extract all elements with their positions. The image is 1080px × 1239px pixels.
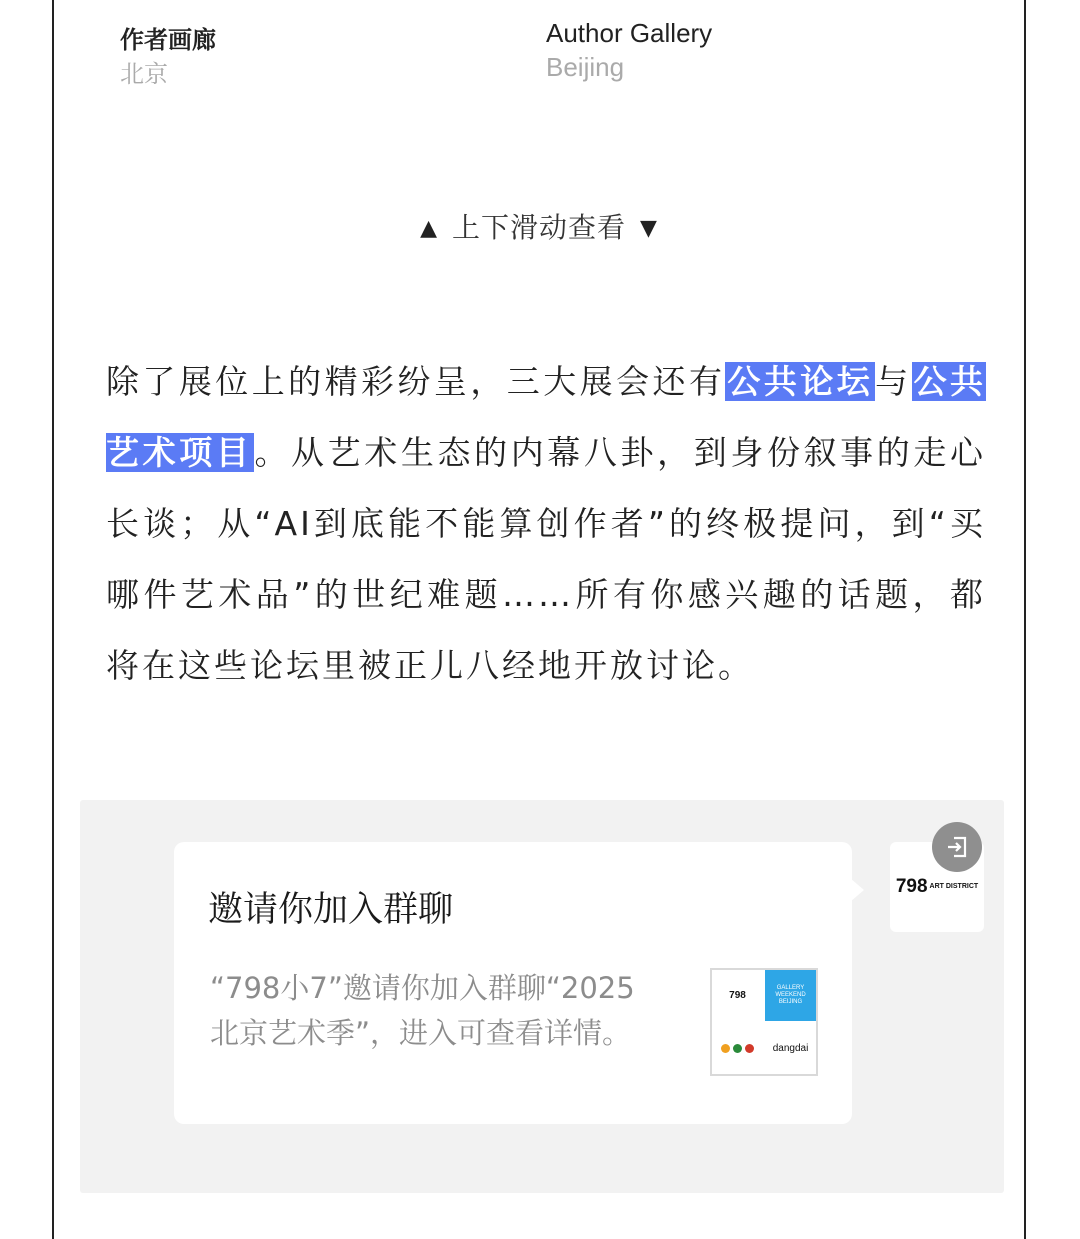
article-text: 除了展位上的精彩纷呈，三大展会还有 [106, 362, 726, 401]
group-avatar-grid [710, 968, 818, 1076]
thumb-tile-dangdai-logo: dangdai [765, 1023, 816, 1074]
gallery-row [120, 14, 980, 98]
scroll-hint-label: 上下滑动查看 [451, 211, 626, 244]
gallery-cn-name: 作者画廊 [120, 26, 216, 54]
798-logo [896, 876, 978, 898]
article-text: 。从艺术生态的内幕八卦，到身份叙事的走心长谈；从“AI到底能不能算创作者”的终极提问，到“买哪件艺术品”的世纪难题……所有你感兴趣的话题，都将在这些论坛里被正儿八经地开放讨论。 [106, 433, 987, 685]
gallery-list[interactable] [120, 14, 980, 106]
thumb-tile-gallery-weekend-logo: GALLERY WEEKEND BEIJING [765, 970, 816, 1021]
group-invite-card[interactable] [174, 842, 852, 1124]
article-page [52, 0, 1026, 1239]
gallery-en-name: Author Gallery [546, 18, 713, 48]
public-art-project-link[interactable]: 公共艺术项目 [106, 362, 987, 472]
list-fade [120, 92, 980, 106]
invite-title: 邀请你加入群聊 [208, 890, 454, 930]
exit-icon-glyph [944, 834, 970, 860]
group-invite-section [80, 800, 1004, 1193]
gallery-cn-city: 北京 [120, 60, 168, 88]
up-arrow-icon: ▲ [420, 216, 438, 241]
bubble-tail [850, 878, 864, 902]
public-forum-link[interactable]: 公共论坛 [727, 362, 874, 401]
article-text: 与 [875, 362, 912, 401]
avatar-logo-small: ART DISTRICT [929, 883, 979, 890]
scroll-hint [54, 206, 1024, 246]
gallery-en-city: Beijing [546, 52, 625, 82]
avatar-logo-text: 798 [895, 876, 928, 897]
thumb-tile-798-logo: 798 [712, 970, 763, 1021]
article-paragraph [106, 346, 986, 701]
invite-description: “798小7”邀请你加入群聊“2025北京艺术季”，进入可查看详情。 [210, 971, 635, 1050]
exit-icon[interactable] [932, 822, 982, 872]
thumb-tile-dots-logo [712, 1023, 763, 1074]
down-arrow-icon: ▼ [640, 216, 658, 241]
